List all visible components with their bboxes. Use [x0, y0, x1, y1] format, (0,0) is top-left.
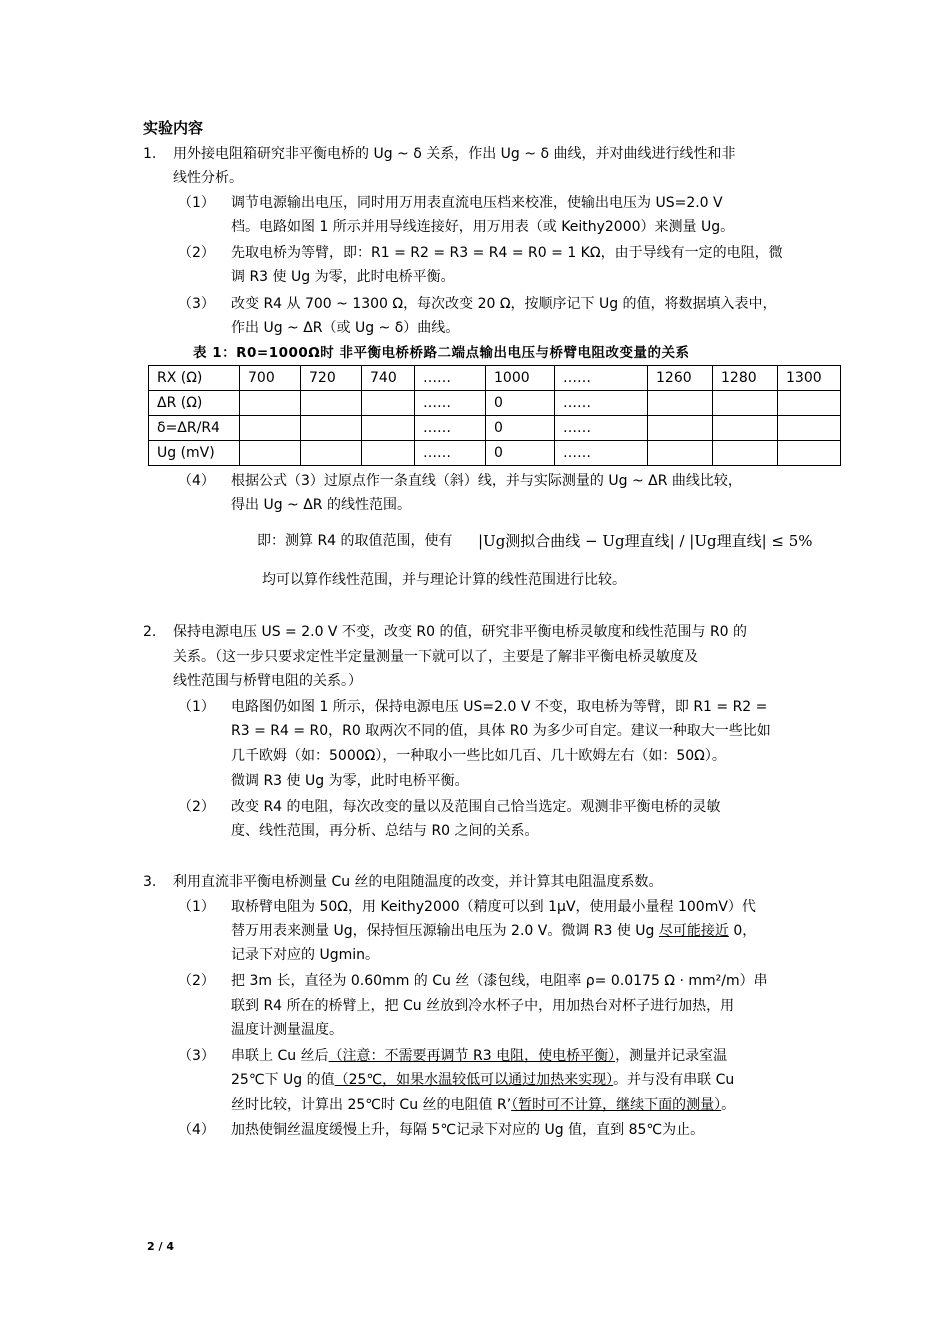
table-cell [648, 441, 713, 466]
text-run: 串联上 Cu 丝后 [231, 1048, 329, 1064]
item-3-2-line-3: 温度计测量温度。 [231, 1022, 343, 1038]
item-3-3-number: （3） [178, 1048, 215, 1064]
table-cell: 0 [486, 416, 555, 441]
table-cell: …… [555, 391, 648, 416]
linearity-formula: |Ug测拟合曲线 − Ug理直线| / |Ug理直线| ≤ 5% [478, 532, 813, 550]
table-cell [778, 441, 841, 466]
underlined-text: （注意：不需要再调节 R3 电阻，使电桥平衡） [328, 1048, 616, 1064]
table-cell: 0 [486, 391, 555, 416]
text-run: ，测量并记录室温 [615, 1048, 728, 1064]
table-cell: …… [415, 366, 486, 391]
table-cell: 720 [301, 366, 362, 391]
table-cell: …… [555, 366, 648, 391]
item-2-1-line-4: 微调 R3 使 Ug 为零，此时电桥平衡。 [231, 773, 469, 789]
page-number: 2 / 4 [147, 1240, 174, 1253]
table-cell [362, 441, 415, 466]
item-3-1-line-1: 取桥臂电阻为 50Ω，用 Keithy2000（精度可以到 1μV，使用最小量程 100mV）代 [231, 899, 756, 915]
item-1-2-number: （2） [178, 245, 215, 261]
item-1-4-line-1: 根据公式（3）过原点作一条直线（斜）线，并与实际测量的 Ug ~ ΔR 曲线比较， [231, 473, 742, 489]
item-1-2-line-1: 先取电桥为等臂，即：R1 = R2 = R3 = R4 = R0 = 1 KΩ，由于导线有一定的电阻，微 [231, 245, 783, 261]
data-table [148, 365, 841, 466]
item-3-4-number: （4） [178, 1122, 215, 1138]
table-cell: …… [415, 391, 486, 416]
item-1-2-line-2: 调 R3 使 Ug 为零，此时电桥平衡。 [231, 269, 455, 285]
item-3-line-1: 利用直流非平衡电桥测量 Cu 丝的电阻随温度的改变，并计算其电阻温度系数。 [173, 874, 663, 890]
item-1-4-line-2: 得出 Ug ~ ΔR 的线性范围。 [231, 497, 411, 513]
table-caption: 表 1：R0=1000Ω时 非平衡电桥桥路二端点输出电压与桥臂电阻改变量的关系 [193, 345, 690, 361]
table-cell: 1260 [648, 366, 713, 391]
table-cell: …… [415, 416, 486, 441]
table-row [149, 391, 841, 416]
item-3-3-line-2 [231, 1067, 734, 1093]
item-1-line-1: 用外接电阻箱研究非平衡电桥的 Ug ~ δ 关系，作出 Ug ~ δ 曲线，并对曲线进行线性和非 [173, 146, 736, 162]
item-1-1-line-2: 档。电路如图 1 所示并用导线连接好，用万用表（或 Keithy2000）来测量 Ug。 [231, 219, 735, 235]
item-2-1-line-1: 电路图仍如图 1 所示，保持电源电压 US=2.0 V 不变，取电桥为等臂，即 R1 = R2 = [231, 699, 768, 715]
table-cell: 1300 [778, 366, 841, 391]
table-cell: …… [415, 441, 486, 466]
table-cell [301, 391, 362, 416]
table-cell: ΔR (Ω) [149, 391, 240, 416]
item-1-1-number: （1） [178, 195, 215, 211]
text-run: 替万用表来测量 Ug，保持恒压源输出电压为 2.0 V。微调 R3 使 Ug [231, 923, 659, 939]
item-1-1-line-1: 调节电源输出电压，同时用万用表直流电压档来校准，使输出电压为 US=2.0 V [231, 195, 723, 211]
item-1-number: 1. [143, 146, 157, 162]
item-2-line-1: 保持电源电压 US = 2.0 V 不变，改变 R0 的值，研究非平衡电桥灵敏度和线性范围与 R0 的 [173, 624, 748, 640]
item-2-2-line-2: 度、线性范围，再分析、总结与 R0 之间的关系。 [231, 823, 539, 839]
table-cell [362, 416, 415, 441]
underlined-text: （暂时可不计算，继续下面的测量） [511, 1097, 722, 1113]
table-cell: RX (Ω) [149, 366, 240, 391]
table-cell [240, 416, 301, 441]
table-row [149, 441, 841, 466]
table-cell: Ug (mV) [149, 441, 240, 466]
table-cell [240, 391, 301, 416]
table-cell: δ=ΔR/R4 [149, 416, 240, 441]
table-cell [240, 441, 301, 466]
item-1-3-number: （3） [178, 296, 215, 312]
text-run: 。 [721, 1097, 736, 1113]
section-heading: 实验内容 [143, 119, 204, 137]
item-3-2-line-1: 把 3m 长，直径为 0.60mm 的 Cu 丝（漆包线，电阻率 ρ= 0.0175 Ω · mm²/m）串 [231, 973, 768, 989]
table-cell [713, 441, 778, 466]
table-row [149, 366, 841, 391]
item-3-1-line-2 [231, 918, 756, 944]
item-3-3-line-3 [231, 1092, 735, 1118]
item-3-2-line-2: 联到 R4 所在的桥臂上，把 Cu 丝放到冷水杯子中，用加热台对杯子进行加热，用 [231, 998, 735, 1014]
table-cell [301, 441, 362, 466]
item-2-1-line-2: R3 = R4 = R0，R0 取两次不同的值，具体 R0 为多少可自定。建议一种取大一些比如 [231, 723, 771, 739]
item-3-2-number: （2） [178, 973, 215, 989]
table-cell [713, 391, 778, 416]
text-run: 。并与没有串联 Cu [613, 1072, 735, 1088]
item-3-4-line-1: 加热使铜丝温度缓慢上升，每隔 5℃记录下对应的 Ug 值，直到 85℃为止。 [231, 1122, 705, 1138]
item-3-1-line-3: 记录下对应的 Ugmin。 [231, 947, 379, 963]
table-cell: 700 [240, 366, 301, 391]
item-2-1-line-3: 几千欧姆（如：5000Ω），一种取小一些比如几百、几十欧姆左右（如：50Ω）。 [231, 748, 726, 764]
item-2-1-number: （1） [178, 699, 215, 715]
table-cell: …… [555, 416, 648, 441]
item-2-line-3: 线性范围与桥臂电阻的关系。） [173, 673, 362, 689]
item-2-2-number: （2） [178, 799, 215, 815]
table-row [149, 416, 841, 441]
item-2-line-2: 关系。（这一步只要求定性半定量测量一下就可以了，主要是了解非平衡电桥灵敏度及 [173, 649, 698, 665]
item-1-3-line-1: 改变 R4 从 700 ~ 1300 Ω，每次改变 20 Ω，按顺序记下 Ug 的值，将数据填入表中， [231, 296, 777, 312]
item-2-number: 2. [143, 624, 157, 640]
formula-intro: 即：测算 R4 的取值范围，使有 [257, 533, 453, 549]
table-cell [301, 416, 362, 441]
table-cell: 0 [486, 441, 555, 466]
formula-conclusion: 均可以算作线性范围，并与理论计算的线性范围进行比较。 [262, 572, 626, 588]
item-3-1-number: （1） [178, 899, 215, 915]
table-cell [778, 416, 841, 441]
item-3-number: 3. [143, 874, 157, 890]
table-cell: 1000 [486, 366, 555, 391]
table-cell [778, 391, 841, 416]
table-cell: …… [555, 441, 648, 466]
table-cell [648, 416, 713, 441]
item-1-3-line-2: 作出 Ug ~ ΔR（或 Ug ~ δ）曲线。 [231, 320, 460, 336]
table-cell [713, 416, 778, 441]
text-run: 25℃下 Ug 的值 [231, 1072, 335, 1088]
table-cell [362, 391, 415, 416]
item-3-3-line-1 [231, 1043, 727, 1069]
text-run: 丝时比较，计算出 25℃时 Cu 丝的电阻值 R’ [231, 1097, 512, 1113]
table-cell [648, 391, 713, 416]
item-1-4-number: （4） [178, 473, 215, 489]
table-cell: 740 [362, 366, 415, 391]
item-2-2-line-1: 改变 R4 的电阻，每次改变的量以及范围自己恰当选定。观测非平衡电桥的灵敏 [231, 799, 721, 815]
text-run: 0， [728, 923, 757, 939]
item-1-line-2: 线性分析。 [173, 170, 243, 186]
underlined-text: 尽可能接近 [658, 923, 729, 939]
table-cell: 1280 [713, 366, 778, 391]
underlined-text: （25℃，如果水温较低可以通过加热来实现） [334, 1072, 614, 1088]
